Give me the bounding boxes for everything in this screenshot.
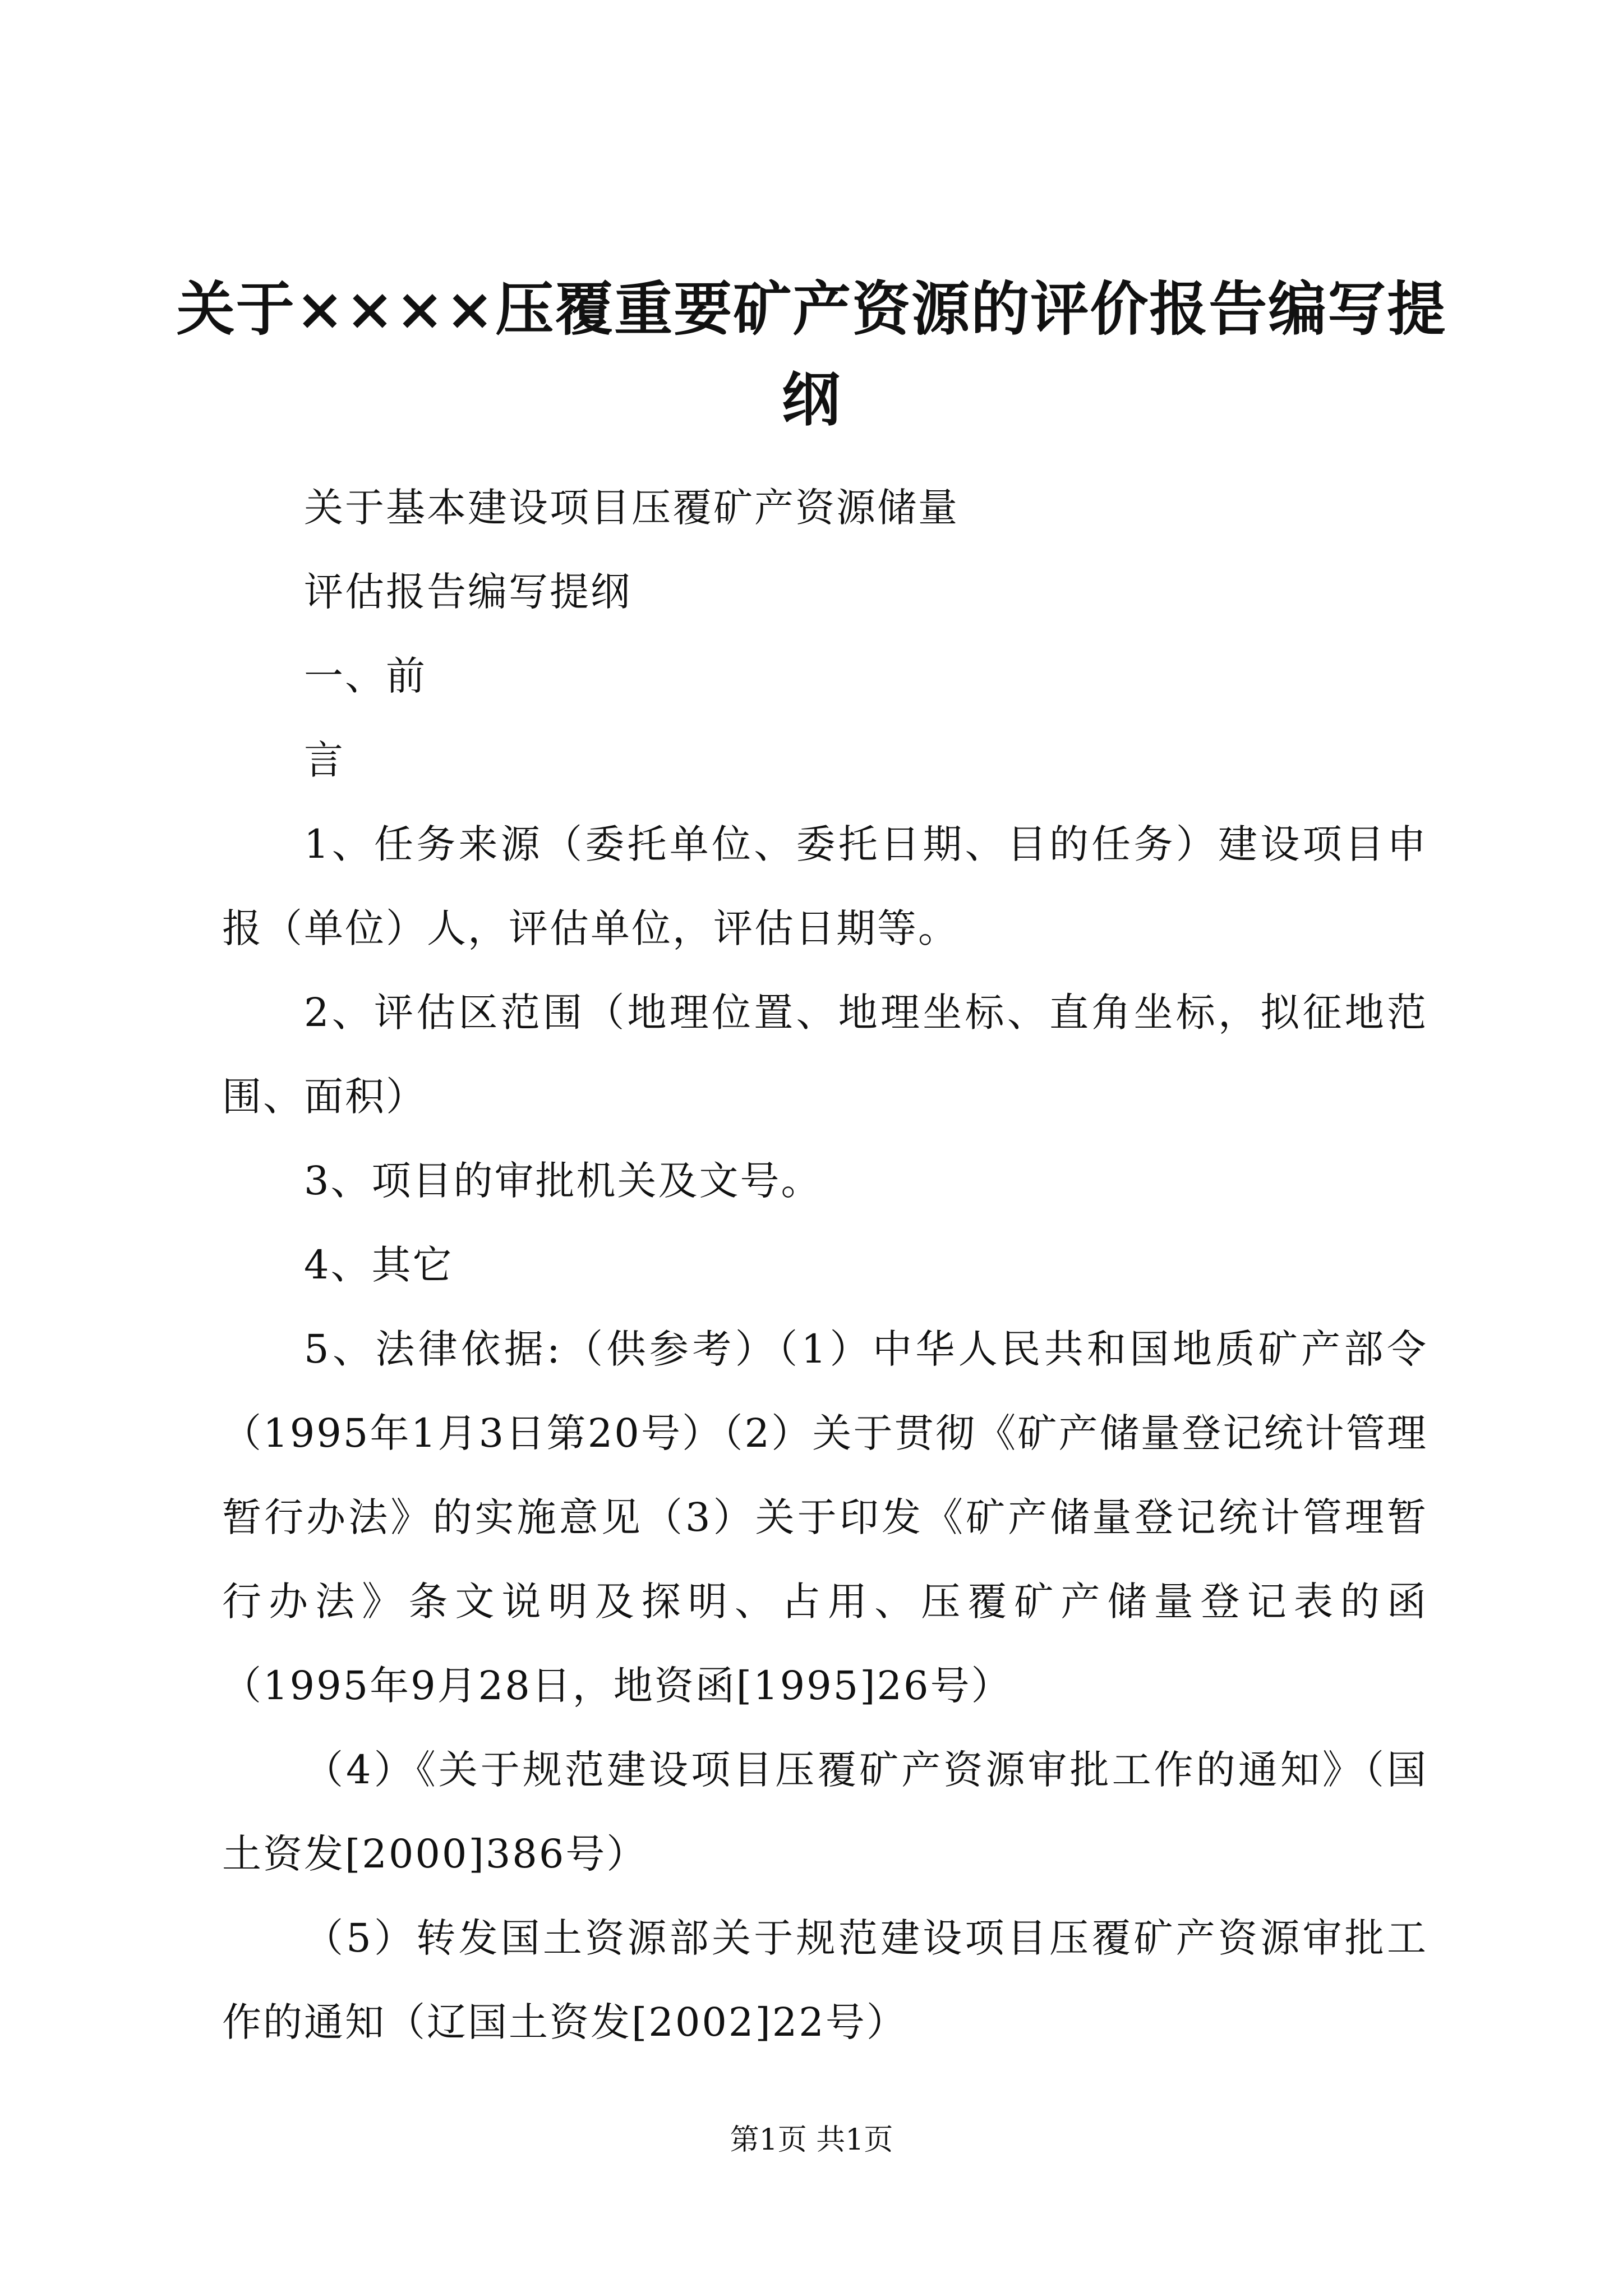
page-footer: 第1页 共1页 xyxy=(730,2123,893,2157)
section-heading-preface-cont: 言 xyxy=(304,737,345,783)
paragraph-approval-authority: 3、项目的审批机关及文号。 xyxy=(304,1158,822,1204)
document-body xyxy=(222,466,1428,2064)
paragraph-assessment-area: 2、评估区范围（地理位置、地理坐标、直角坐标，拟征地范围、面积） xyxy=(222,990,1428,1120)
paragraph-legal-basis-5: （5）转发国土资源部关于规范建设项目压覆矿产资源审批工作的通知（辽国土资发[2002]22号） xyxy=(222,1915,1428,2045)
document-title: 关于××××压覆重要矿产资源的评价报告编写提纲 xyxy=(176,274,1447,434)
paragraph-legal-basis-4: （4）《关于规范建设项目压覆矿产资源审批工作的通知》（国土资发[2000]386号） xyxy=(222,1747,1428,1877)
paragraph-subtitle-line-1: 关于基本建设项目压覆矿产资源储量 xyxy=(304,485,959,531)
paragraph-task-source: 1、任务来源（委托单位、委托日期、目的任务）建设项目申报（单位）人，评估单位，评估日期等。 xyxy=(222,821,1428,951)
section-heading-preface: 一、前 xyxy=(304,653,427,699)
paragraph-legal-basis: 5、法律依据:（供参考）（1）中华人民共和国地质矿产部令（1995年1月3日第20号）（2）关于贯彻《矿产储量登记统计管理暂行办法》的实施意见（3）关于印发《矿产储量登记统计管理暂行办法》条文说明及探明、占用、压覆矿产储量登记表的函（1995年9月28日，地资函[1995]26号） xyxy=(222,1326,1428,1709)
paragraph-other: 4、其它 xyxy=(304,1242,454,1288)
paragraph-subtitle-line-2: 评估报告编写提纲 xyxy=(304,569,631,615)
